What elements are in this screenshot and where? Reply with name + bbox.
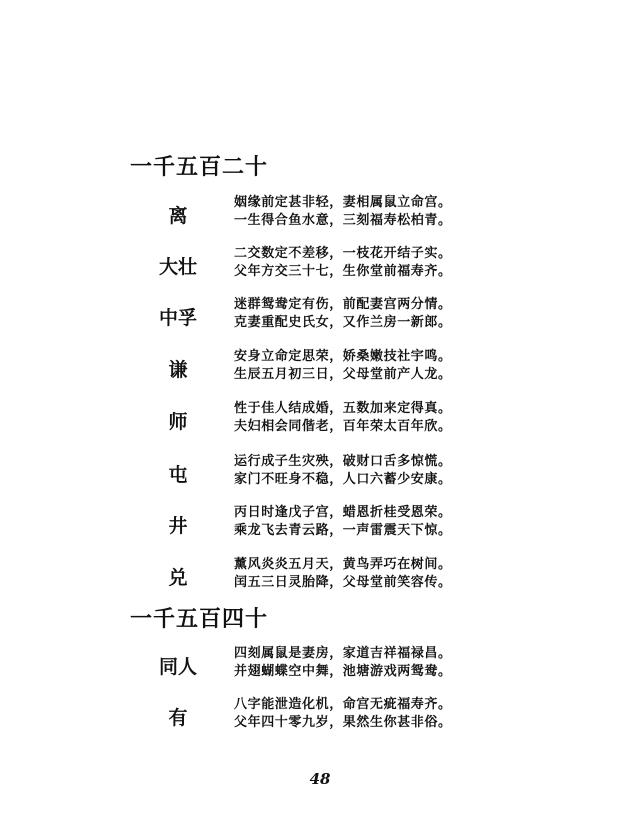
hexagram-name: 屯 <box>168 464 188 486</box>
page-number: 48 <box>309 770 331 788</box>
fortune-entry <box>150 556 470 600</box>
verse-line: 八字能泄造化机，命宫无疵福寿齐。 <box>234 697 452 712</box>
fortune-entry <box>150 296 470 340</box>
verse-line: 安身立命定思荣，娇桑嫩技社宇鸣。 <box>234 349 452 364</box>
verse-line: 运行成子生灾殃，破财口舌多惊慌。 <box>234 454 452 469</box>
verse-line: 闰五三日灵胎降，父母堂前笑容传。 <box>234 575 452 590</box>
verse-line: 姻缘前定甚非轻，妻相属鼠立命宫。 <box>234 195 452 210</box>
fortune-entry <box>150 453 470 497</box>
verse-line: 一生得合鱼水意，三刻福寿松柏青。 <box>234 213 452 228</box>
hexagram-name: 中孚 <box>158 307 197 329</box>
verse-line: 二交数定不差移，一枝花开结子实。 <box>234 246 452 261</box>
section-title: 一千五百四十 <box>130 606 269 632</box>
hexagram-name: 同人 <box>158 656 197 678</box>
verse-line: 性于佳人结成婚，五数加来定得真。 <box>234 401 452 416</box>
verse-line: 薰风炎炎五月天，黄鸟弄巧在树间。 <box>234 557 452 572</box>
fortune-entry <box>150 504 470 548</box>
hexagram-name: 大壮 <box>158 256 197 278</box>
verse-line: 迷群鸳鸯定有伤，前配妻宫两分情。 <box>234 297 452 312</box>
hexagram-name: 井 <box>168 515 188 537</box>
fortune-entry <box>150 194 470 238</box>
hexagram-name: 兑 <box>168 567 188 589</box>
hexagram-name: 谦 <box>168 359 188 381</box>
fortune-entry <box>150 696 470 740</box>
verse-line: 父年四十零九岁，果然生你甚非俗。 <box>234 715 452 730</box>
fortune-entry <box>150 245 470 289</box>
hexagram-name: 师 <box>168 411 188 433</box>
verse-line: 克妻重配史氏女，又作兰房一新郎。 <box>234 315 452 330</box>
verse-line: 父年方交三十七，生你堂前福寿齐。 <box>234 264 452 279</box>
hexagram-name: 离 <box>168 205 188 227</box>
verse-line: 夫妇相会同偕老，百年荣太百年欣。 <box>234 419 452 434</box>
verse-line: 家门不旺身不稳，人口六蓄少安康。 <box>234 472 452 487</box>
verse-line: 四刻属鼠是妻房，家道吉祥福禄昌。 <box>234 646 452 661</box>
section-title: 一千五百二十 <box>130 154 269 180</box>
verse-line: 生辰五月初三日，父母堂前产人龙。 <box>234 367 452 382</box>
verse-line: 丙日时逢戊子宫，蜡恩折桂受恩荣。 <box>234 505 452 520</box>
fortune-entry <box>150 645 470 689</box>
verse-line: 并翅蝴蝶空中舞，池塘游戏两鸳鸯。 <box>234 664 452 679</box>
hexagram-name: 有 <box>168 707 188 729</box>
fortune-entry <box>150 348 470 392</box>
fortune-entry <box>150 400 470 444</box>
verse-line: 乘龙飞去青云路，一声雷震天下惊。 <box>234 523 452 538</box>
